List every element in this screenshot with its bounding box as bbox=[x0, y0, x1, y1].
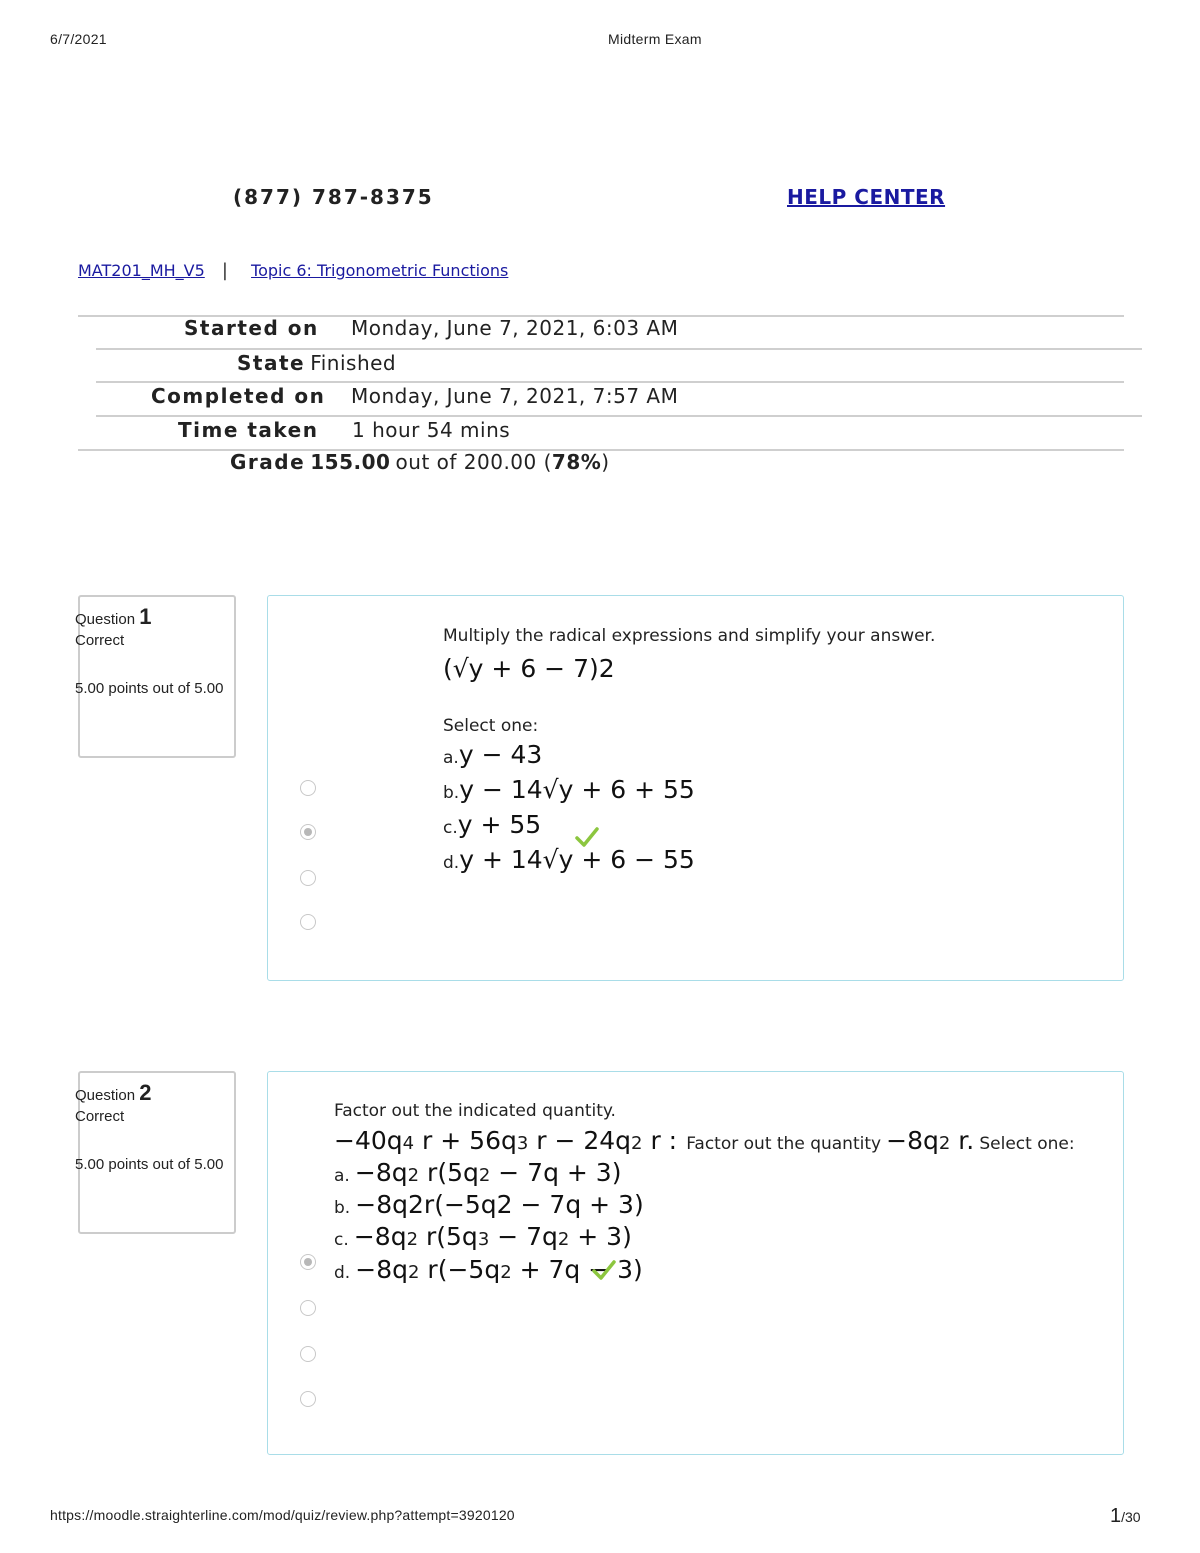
answer-radio-d[interactable] bbox=[300, 914, 316, 930]
expr-part: r : bbox=[642, 1126, 678, 1155]
grade-label: Grade bbox=[230, 450, 306, 474]
answer-option-b bbox=[334, 1190, 644, 1219]
time-taken-value: 1 hour 54 mins bbox=[352, 418, 511, 442]
select-one-label: Select one: bbox=[979, 1134, 1075, 1154]
breadcrumb-separator: | bbox=[221, 260, 228, 281]
option-text: y + 14√y + 6 − 55 bbox=[459, 845, 695, 874]
answer-option-b bbox=[443, 775, 695, 804]
state-label: State bbox=[237, 351, 306, 375]
question-status: Correct bbox=[75, 1108, 125, 1125]
answer-radio-c[interactable] bbox=[300, 1346, 316, 1362]
answer-radio-d[interactable] bbox=[300, 1391, 316, 1407]
answer-option-c bbox=[334, 1222, 632, 1251]
question-number bbox=[75, 604, 151, 630]
question-expression bbox=[334, 1126, 1075, 1155]
option-part: − 7q + 3) bbox=[490, 1158, 622, 1187]
answer-radio-a[interactable] bbox=[300, 780, 316, 796]
answer-radio-b[interactable] bbox=[300, 1300, 316, 1316]
grade-close: ) bbox=[601, 450, 610, 474]
completed-on-value: Monday, June 7, 2021, 7:57 AM bbox=[351, 384, 679, 408]
expr-part: r + 56q bbox=[414, 1126, 517, 1155]
question-label: Question bbox=[75, 611, 136, 628]
qty-part: −8q bbox=[886, 1126, 939, 1155]
option-exponent: 2 bbox=[407, 1165, 420, 1186]
option-part: r(5q bbox=[418, 1222, 478, 1251]
grade-row bbox=[230, 450, 610, 474]
option-letter: a. bbox=[443, 748, 459, 768]
instruction-text: Factor out the quantity bbox=[686, 1134, 882, 1154]
answer-option-a bbox=[443, 740, 542, 769]
option-exponent: 2 bbox=[408, 1262, 420, 1283]
option-letter: a. bbox=[334, 1166, 350, 1186]
started-on-value: Monday, June 7, 2021, 6:03 AM bbox=[351, 316, 679, 340]
expr-exponent: 2 bbox=[631, 1133, 643, 1154]
expr-exponent: 3 bbox=[516, 1133, 529, 1154]
answer-option-c bbox=[443, 810, 541, 839]
state-value: Finished bbox=[310, 351, 397, 375]
question-number bbox=[75, 1080, 151, 1106]
help-center-link[interactable]: HELP CENTER bbox=[787, 185, 946, 209]
expr-exponent: 4 bbox=[402, 1133, 415, 1154]
phone-number: (877) 787-8375 bbox=[233, 185, 434, 209]
option-letter: c. bbox=[443, 818, 458, 838]
question-number-value: 2 bbox=[139, 1080, 152, 1105]
option-letter: b. bbox=[334, 1198, 351, 1218]
option-letter: d. bbox=[334, 1263, 351, 1283]
option-exponent: 2 bbox=[500, 1262, 512, 1283]
correct-check-icon bbox=[592, 1259, 616, 1281]
correct-check-icon bbox=[575, 826, 599, 848]
page-counter bbox=[1110, 1505, 1141, 1528]
qty-part: r. bbox=[950, 1126, 975, 1155]
print-date: 6/7/2021 bbox=[50, 31, 107, 47]
breadcrumb-course-link[interactable]: MAT201_MH_V5 bbox=[78, 261, 205, 280]
question-points: 5.00 points out of 5.00 bbox=[75, 1156, 224, 1173]
page-current: 1 bbox=[1110, 1505, 1122, 1527]
option-exponent: 2 bbox=[406, 1229, 419, 1250]
page-total: /30 bbox=[1121, 1509, 1141, 1525]
option-part: − 7q bbox=[489, 1222, 558, 1251]
option-part: r(5q bbox=[419, 1158, 479, 1187]
question-expression: (√y + 6 − 7)2 bbox=[443, 654, 615, 683]
answer-radio-a[interactable] bbox=[300, 1254, 316, 1270]
answer-radio-b[interactable] bbox=[300, 824, 316, 840]
option-exponent: 2 bbox=[478, 1165, 491, 1186]
option-text: y − 14√y + 6 + 55 bbox=[459, 775, 695, 804]
question-prompt: Multiply the radical expressions and simplify your answer. bbox=[443, 626, 936, 646]
breadcrumb-topic-link[interactable]: Topic 6: Trigonometric Functions bbox=[251, 261, 509, 280]
completed-on-label: Completed on bbox=[151, 384, 326, 408]
option-letter: b. bbox=[443, 783, 460, 803]
option-part: r(−5q bbox=[419, 1255, 501, 1284]
option-part: + 3) bbox=[569, 1222, 632, 1251]
question-number-value: 1 bbox=[139, 604, 152, 629]
question-content-box bbox=[267, 595, 1124, 981]
option-text: y − 43 bbox=[458, 740, 543, 769]
print-title: Midterm Exam bbox=[608, 31, 702, 47]
option-letter: c. bbox=[334, 1230, 349, 1250]
answer-option-a bbox=[334, 1158, 621, 1187]
divider bbox=[96, 381, 1124, 383]
qty-exponent: 2 bbox=[938, 1133, 951, 1154]
answer-option-d bbox=[443, 845, 695, 874]
grade-out-of: out of 200.00 ( bbox=[395, 450, 552, 474]
started-on-label: Started on bbox=[184, 316, 319, 340]
question-status: Correct bbox=[75, 632, 125, 649]
question-points: 5.00 points out of 5.00 bbox=[75, 680, 224, 697]
option-part: + 7q − 3) bbox=[511, 1255, 643, 1284]
option-part: −8q bbox=[353, 1222, 407, 1251]
option-exponent: 2 bbox=[557, 1229, 570, 1250]
option-letter: d. bbox=[443, 853, 460, 873]
divider bbox=[96, 348, 1142, 350]
option-text: −8q2r(−5q2 − 7q + 3) bbox=[355, 1190, 644, 1219]
option-part: −8q bbox=[354, 1158, 408, 1187]
option-text: y + 55 bbox=[457, 810, 542, 839]
option-part: −8q bbox=[355, 1255, 409, 1284]
question-prompt: Factor out the indicated quantity. bbox=[334, 1101, 616, 1121]
answer-radio-c[interactable] bbox=[300, 870, 316, 886]
expr-part: −40q bbox=[334, 1126, 403, 1155]
expr-part: r − 24q bbox=[528, 1126, 632, 1155]
divider bbox=[96, 415, 1142, 417]
select-one-label: Select one: bbox=[443, 716, 539, 736]
grade-percent: 78% bbox=[551, 450, 602, 474]
grade-score: 155.00 bbox=[310, 450, 391, 474]
time-taken-label: Time taken bbox=[178, 418, 319, 442]
breadcrumb bbox=[78, 260, 508, 281]
state-row bbox=[237, 351, 396, 375]
option-exponent: 3 bbox=[477, 1229, 490, 1250]
page-url: https://moodle.straighterline.com/mod/quiz/review.php?attempt=3920120 bbox=[50, 1507, 515, 1523]
question-label: Question bbox=[75, 1087, 136, 1104]
